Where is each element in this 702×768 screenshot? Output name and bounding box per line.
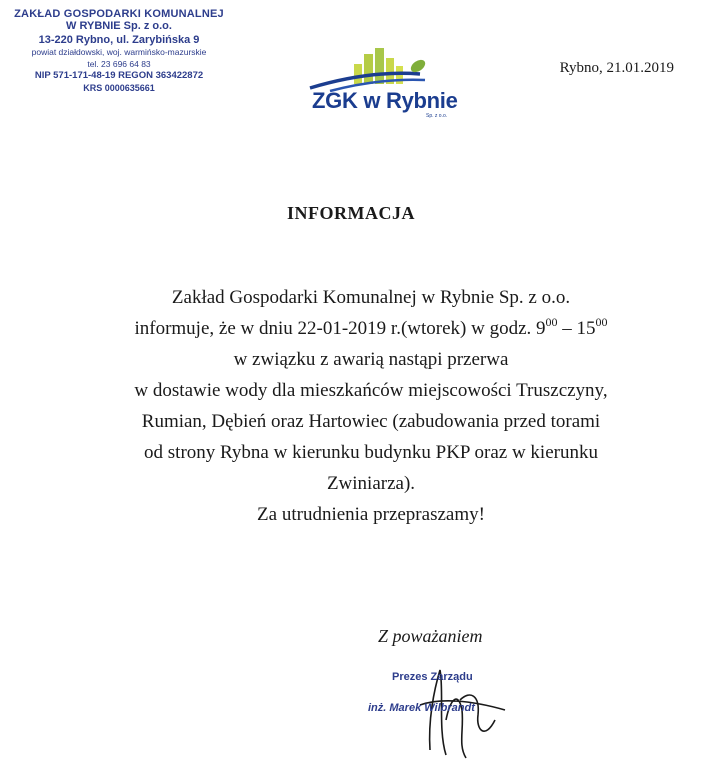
- logo-buildings-icon: [300, 44, 460, 94]
- stamp-line-address: 13-220 Rybno, ul. Zarybińska 9: [38, 34, 200, 46]
- body-line-apology: Za utrudnienia przepraszamy!: [257, 504, 485, 525]
- stamp-line-company: ZAKŁAD GOSPODARKI KOMUNALNEJ: [14, 8, 224, 20]
- stamp-line-company-form: W RYBNIE Sp. z o.o.: [66, 20, 172, 32]
- body-text: informuje, że w dniu 22-01-2019 r.(wtorek) w godz. 9: [134, 318, 546, 339]
- body-line-hours: [20, 313, 702, 344]
- body-line: od strony Rybna w kierunku budynku PKP oraz w kierunku: [144, 442, 598, 463]
- signatory-name: inż. Marek Wilbrandt: [368, 702, 475, 714]
- hours-start-minutes: 00: [545, 315, 558, 329]
- logo-name: ZGK w Rybnie: [312, 88, 458, 113]
- hours-end-minutes: 00: [595, 315, 608, 329]
- body-line: w związku z awarią nastąpi przerwa: [233, 349, 509, 370]
- body-text: – 15: [557, 318, 596, 339]
- body-line: w dostawie wody dla mieszkańców miejscowości Truszczyny,: [134, 380, 608, 401]
- stamp-line-phone: tel. 23 696 64 83: [87, 59, 151, 69]
- signatory-position: Prezes Zarządu: [392, 671, 473, 683]
- body-line: Zwiniarza).: [326, 473, 416, 494]
- body-line: Zakład Gospodarki Komunalnej w Rybnie Sp. z o.o.: [171, 287, 571, 308]
- document-date: Rybno, 21.01.2019: [559, 60, 674, 76]
- logo-suffix: Sp. z o.o.: [426, 113, 448, 119]
- company-stamp: [4, 8, 234, 94]
- stamp-line-nip-regon: NIP 571-171-48-19 REGON 363422872: [34, 70, 204, 81]
- company-logo: [300, 44, 460, 124]
- stamp-line-region: powiat działdowski, woj. warmińsko-mazurskie: [31, 47, 207, 57]
- closing-regards: Z poważaniem: [378, 626, 483, 646]
- document-title: INFORMACJA: [287, 203, 415, 223]
- stamp-line-krs: KRS 0000635661: [83, 83, 155, 93]
- body-line: Rumian, Dębień oraz Hartowiec (zabudowania przed torami: [141, 411, 601, 432]
- notice-body: [20, 282, 702, 530]
